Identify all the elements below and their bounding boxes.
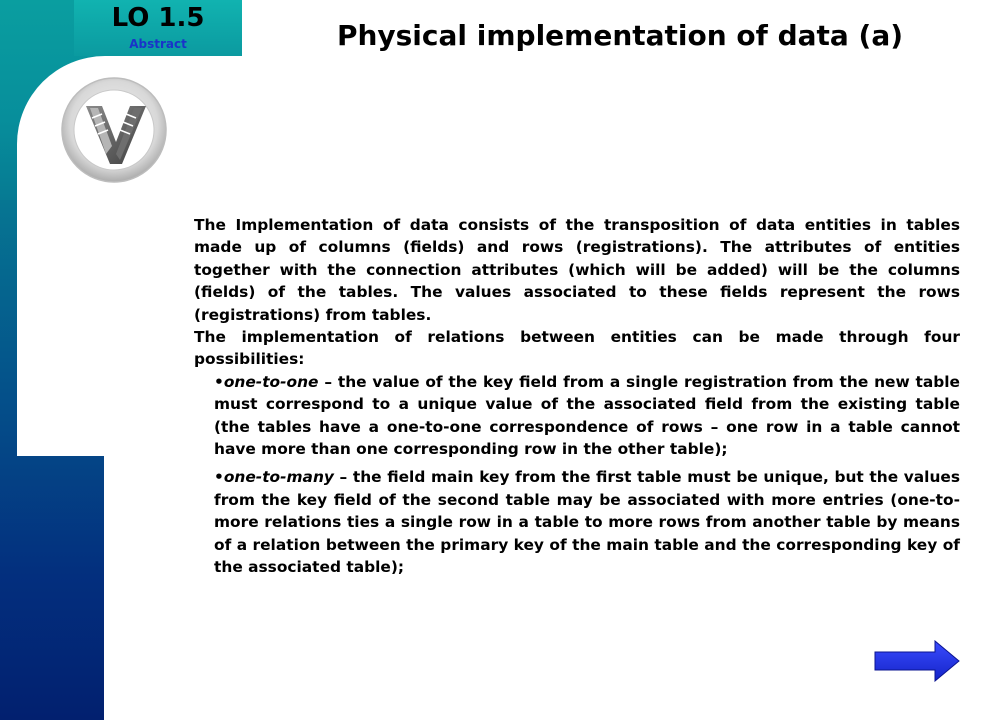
bullet-text: – the value of the key field from a single registration from the new table must correspond to a unique value of the associated field from the existing table (the tables have a one-to-one correspondence of rows – one row in a table cannot have more than one corresponding row in the other table);	[214, 372, 960, 459]
bullet-marker: •	[214, 372, 224, 391]
lo-title: LO 1.5	[111, 3, 205, 33]
relations-paragraph: The implementation of relations between entities can be made through four possibilities:	[194, 328, 960, 369]
bullet-one-to-one	[214, 371, 960, 461]
lo-badge	[74, 0, 242, 56]
next-slide-button[interactable]	[873, 640, 961, 682]
bullet-term: one-to-many	[223, 468, 334, 487]
intro-paragraph: The Implementation of data consists of the transposition of data entities in tables made up of columns (fields) and rows (registrations). The attributes of entities together with the connection attributes (which will be added) will be the columns (fields) of the tables. The values associated to these fields represent the rows (registrations) from tables.	[194, 216, 960, 324]
bullet-one-to-many	[214, 466, 960, 578]
bullet-term: one-to-one	[223, 372, 319, 391]
right-arrow-icon	[873, 640, 961, 682]
project-logo-icon	[46, 68, 174, 194]
bullet-text: – the field main key from the first table must be unique, but the values from the key field of the second table may be associated with more entries (one-to-more relations ties a single row in a table to more rows from another table by means of a relation between the primary key of the main table and the corresponding key of the associated table);	[214, 468, 960, 577]
bullet-marker: •	[214, 468, 224, 487]
slide-content	[194, 214, 960, 579]
lo-subtitle: Abstract	[129, 37, 187, 51]
page-title: Physical implementation of data (a)	[336, 19, 904, 52]
